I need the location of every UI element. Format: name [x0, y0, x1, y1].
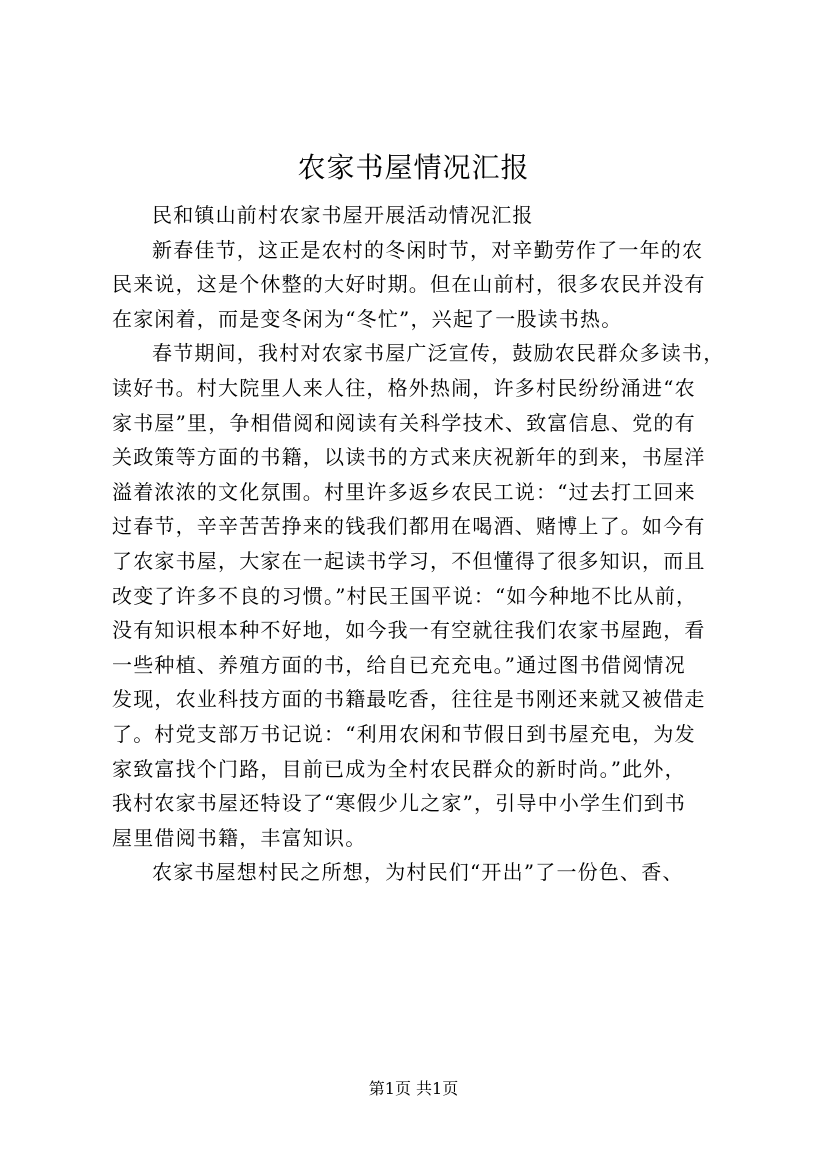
paragraph-line: 我村农家书屋还特设了“寒假少儿之家”，引导中小学生们到书	[112, 791, 687, 816]
paragraph-line: 关政策等方面的书籍，以读书的方式来庆祝新年的到来，书屋洋	[112, 445, 706, 470]
paragraph-line: 民来说，这是个休整的大好时期。但在山前村，很多农民并没有	[112, 272, 706, 297]
subtitle-line: 民和镇山前村农家书屋开展活动情况汇报	[152, 203, 534, 227]
paragraph-line: 农家书屋想村民之所想，为村民们“开出”了一份色、香、	[152, 860, 684, 885]
paragraph-line: 了农家书屋，大家在一起读书学习，不但懂得了很多知识，而且	[112, 548, 706, 573]
page-footer: 第1页 共1页	[368, 1079, 459, 1098]
paragraph-line: 读好书。村大院里人来人往，格外热闹，许多村民纷纷涌进“农	[112, 375, 696, 400]
paragraph-line: 一些种植、养殖方面的书，给自已充充电。”通过图书借阅情况	[112, 652, 686, 677]
paragraph-line: 家书屋”里，争相借阅和阅读有关科学技术、致富信息、党的有	[112, 410, 696, 435]
paragraph-line: 新春佳节，这正是农村的冬闲时节，对辛勤劳作了一年的农	[152, 237, 704, 262]
paragraph-line: 家致富找个门路，目前已成为全村农民群众的新时尚。”此外，	[112, 756, 686, 781]
document-title: 农家书屋情况汇报	[297, 151, 530, 184]
paragraph-line: 没有知识根本种不好地，如今我一有空就往我们农家书屋跑，看	[112, 618, 706, 643]
paragraph-line: 改变了许多不良的习惯。”村民王国平说：“如今种地不比从前，	[112, 583, 698, 608]
paragraph-line: 屋里借阅书籍，丰富知识。	[112, 825, 367, 850]
paragraph-line: 春节期间，我村对农家书屋广泛宣传，鼓励农民群众多读书，	[152, 341, 725, 366]
paragraph-line: 溢着浓浓的文化氛围。村里许多返乡农民工说：“过去打工回来	[112, 479, 696, 504]
paragraph-line: 了。村党支部万书记说：“利用农闲和节假日到书屋充电，为发	[112, 721, 696, 746]
document-body	[112, 198, 726, 890]
paragraph-line: 过春节，辛辛苦苦挣来的钱我们都用在喝酒、赌博上了。如今有	[112, 514, 706, 539]
paragraph-line: 在家闲着，而是变冬闲为“冬忙”，兴起了一股读书热。	[112, 306, 623, 331]
paragraph-line: 发现，农业科技方面的书籍最吃香，往往是书刚还来就又被借走	[112, 687, 706, 712]
